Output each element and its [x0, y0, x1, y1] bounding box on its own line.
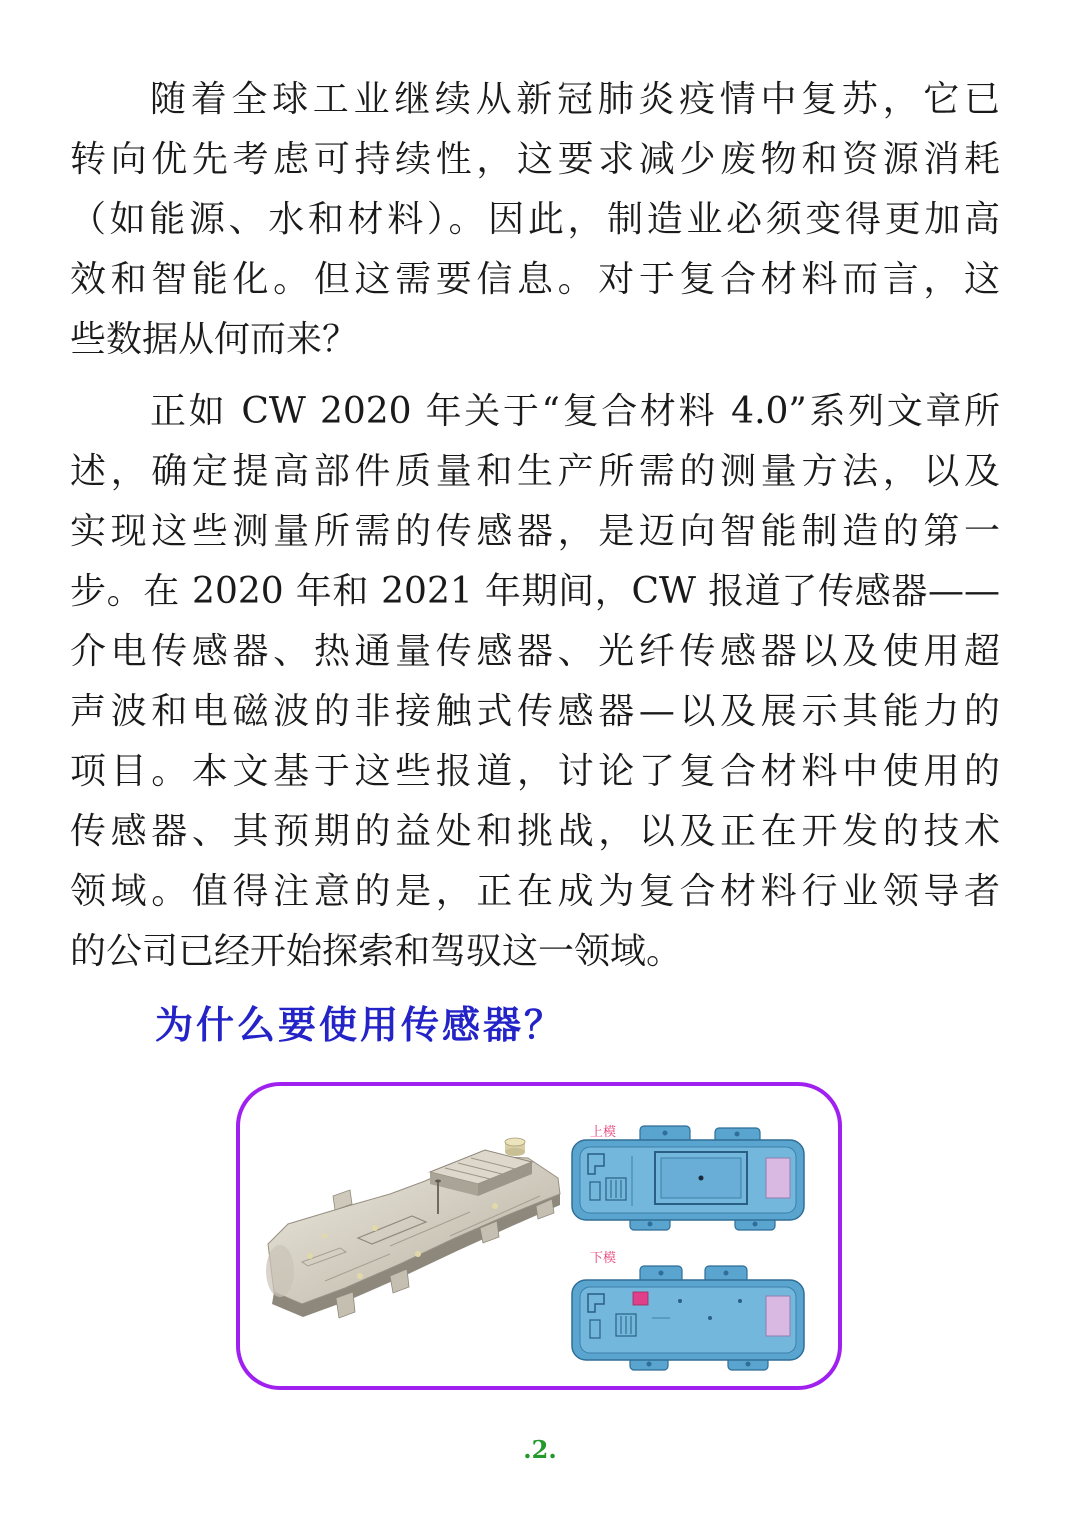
- figure-frame: [236, 1082, 842, 1390]
- text-line: 项目。本文基于这些报道，讨论了复合材料中使用的: [70, 751, 1000, 792]
- text-line: 述，确定提高部件质量和生产所需的测量方法，以及: [70, 451, 1000, 492]
- lower-mold-label: 下模: [590, 1251, 617, 1266]
- section-heading: 为什么要使用传感器？: [155, 1002, 566, 1047]
- text-line: 正如 CW 2020 年关于“复合材料 4.0”系列文章所: [150, 391, 1000, 432]
- text-line: 声波和电磁波的非接触式传感器—以及展示其能力的: [70, 691, 1000, 732]
- upper-mold-diagram: [572, 1124, 804, 1230]
- body-text: [70, 70, 1000, 982]
- text-line: 效和智能化。但这需要信息。对于复合材料而言，这: [70, 259, 1000, 300]
- text-line: 转向优先考虑可持续性，这要求减少废物和资源消耗: [70, 139, 1000, 180]
- text-line: 传感器、其预期的益处和挑战，以及正在开发的技术: [70, 811, 1000, 852]
- text-line: 随着全球工业继续从新冠肺炎疫情中复苏，它已: [150, 79, 1000, 120]
- text-line: 步。在 2020 年和 2021 年期间，CW 报道了传感器——: [70, 571, 1000, 612]
- lower-mold-diagram: [572, 1250, 804, 1370]
- paragraph-2: [70, 382, 1000, 982]
- metal-part-render: [266, 1138, 560, 1318]
- text-line: 的公司已经开始探索和驾驭这一领域。: [70, 931, 683, 972]
- figure-image: [240, 1086, 838, 1386]
- text-line: （如能源、水和材料）。因此，制造业必须变得更加高: [70, 199, 1000, 240]
- text-line: 些数据从何而来？: [70, 319, 359, 360]
- text-line: 实现这些测量所需的传感器，是迈向智能制造的第一: [70, 511, 1000, 552]
- paragraph-1: [70, 70, 1000, 370]
- page-number: .2.: [523, 1435, 557, 1464]
- text-line: 介电传感器、热通量传感器、光纤传感器以及使用超: [70, 631, 1000, 672]
- text-line: 领域。值得注意的是，正在成为复合材料行业领导者: [70, 871, 1000, 912]
- upper-mold-label: 上模: [590, 1125, 617, 1140]
